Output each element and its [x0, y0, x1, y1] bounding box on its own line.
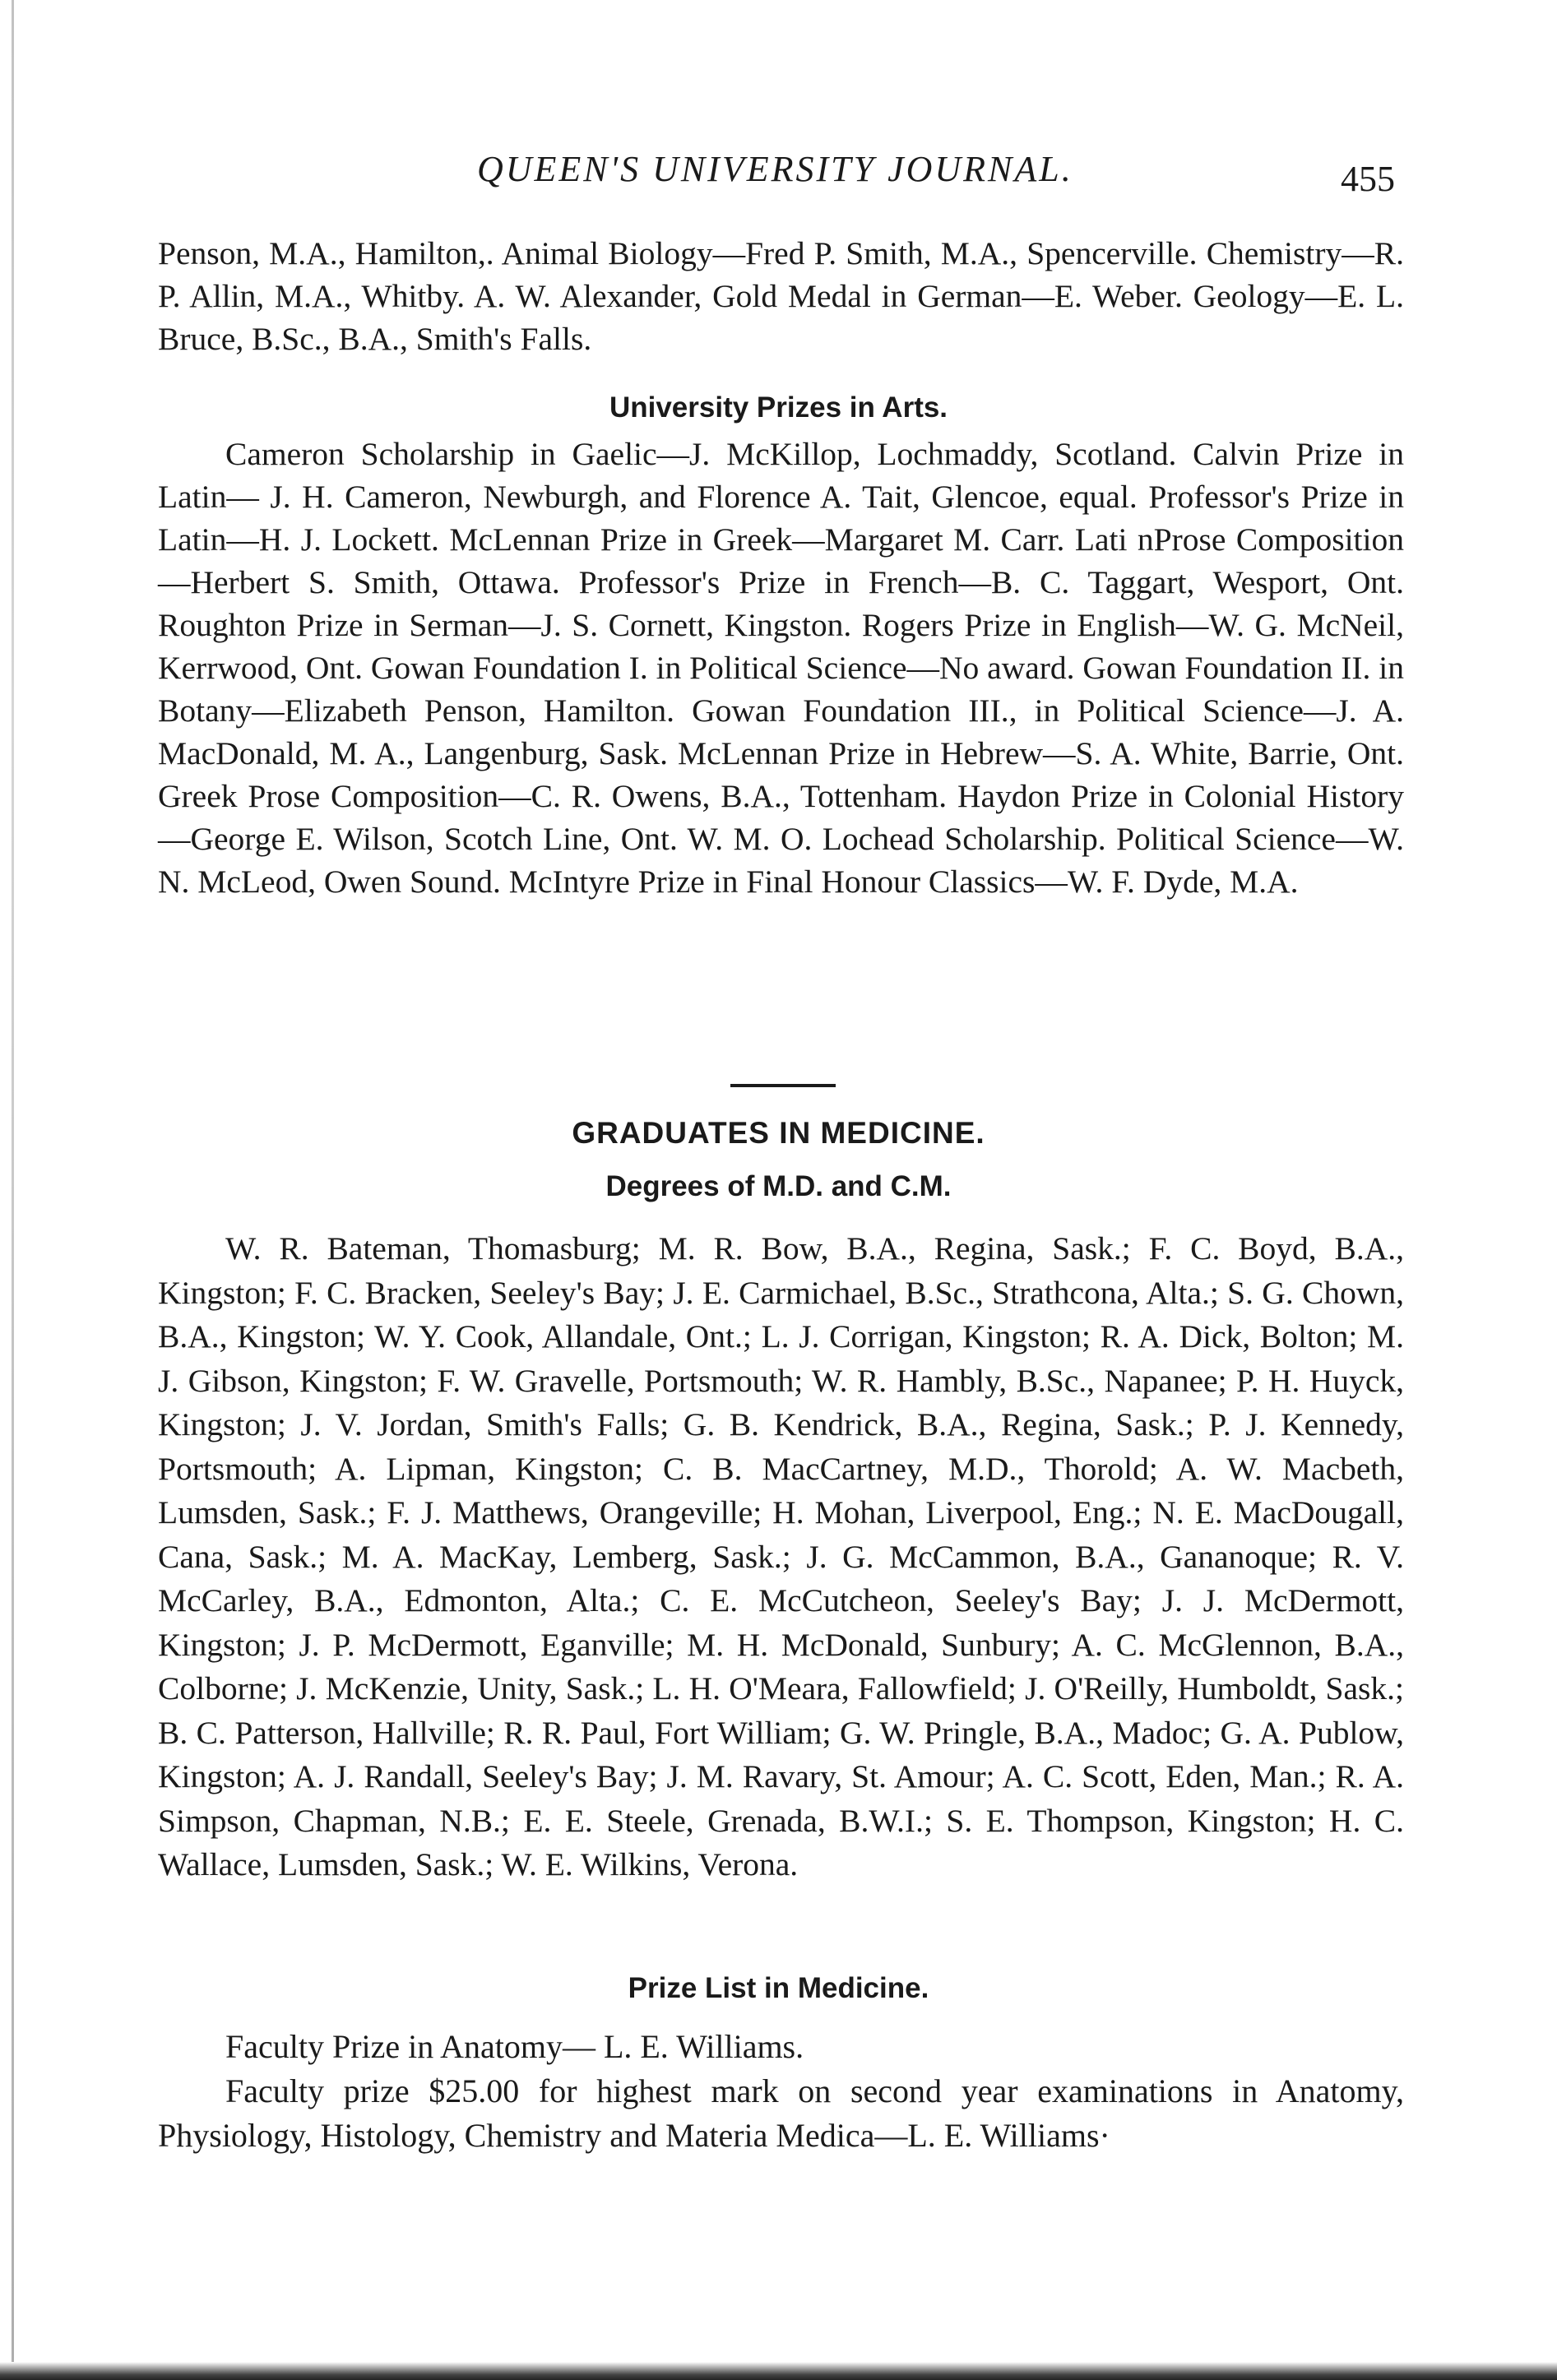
medicine-graduates-block	[158, 1227, 1404, 1887]
prize-item: Faculty prize $25.00 for highest mark on second year examinations in Anatomy, Physiology, Histology, Chemistry and Materia Medica—L. E. Williams·	[158, 2072, 1404, 2154]
intro-paragraph: Penson, M.A., Hamilton,. Animal Biology—Fred P. Smith, M.A., Spencerville. Chemistry—R. P. Allin, M.A., Whitby. A. W. Alexander, Gold Medal in German—E. Weber. Geology—E. L. Bruce, B.Sc., B.A., Smith's Falls.	[158, 235, 1404, 357]
medicine-prize-heading: Prize List in Medicine.	[628, 1972, 929, 2004]
section-divider-rule	[730, 1084, 836, 1087]
running-title: QUEEN'S UNIVERSITY JOURNAL.	[477, 149, 1073, 189]
degrees-subheading: Degrees of M.D. and C.M.	[605, 1170, 952, 1202]
medicine-graduates-heading: GRADUATES IN MEDICINE.	[572, 1116, 985, 1150]
intro-paragraph-block	[158, 232, 1404, 360]
medicine-graduates-paragraph: W. R. Bateman, Thomasburg; M. R. Bow, B.A., Regina, Sask.; F. C. Boyd, B.A., Kingston; F. C. Bracken, Seeley's Bay; J. E. Carmichael, B.Sc., Strathcona, Alta.; S. G. Chown, B.A., Kingston; W. Y. Cook, Allandale, Ont.; L. J. Corrigan, Kingston; R. A. Dick, Bolton; M. J. Gibson, Kingston; F. W. Gravelle, Portsmouth; W. R. Hambly, B.Sc., Napanee; P. H. Huyck, Kingston; J. V. Jordan, Smith's Falls; G. B. Kendrick, B.A., Regina, Sask.; P. J. Kennedy, Portsmouth; A. Lipman, Kingston; C. B. MacCartney, M.D., Thorold; A. W. Macbeth, Lumsden, Sask.; F. J. Matthews, Orangeville; H. Mohan, Liverpool, Eng.; N. E. MacDougall, Cana, Sask.; M. A. MacKay, Lemberg, Sask.; J. G. McCammon, B.A., Gananoque; R. V. McCarley, B.A., Edmonton, Alta.; C. E. McCutcheon, Seeley's Bay; J. J. McDermott, Kingston; J. P. McDermott, Eganville; M. H. McDonald, Sunbury; A. C. McGlennon, B.A., Colborne; J. McKenzie, Unity, Sask.; L. H. O'Meara, Fallowfield; J. O'Reilly, Humboldt, Sask.; B. C. Patterson, Hallville; R. R. Paul, Fort William; G. W. Pringle, B.A., Madoc; G. A. Publow, Kingston; A. J. Randall, Seeley's Bay; J. M. Ravary, St. Amour; A. C. Scott, Eden, Man.; R. A. Simpson, Chapman, N.B.; E. E. Steele, Grenada, B.W.I.; S. E. Thompson, Kingston; H. C. Wallace, Lumsden, Sask.; W. E. Wilkins, Verona.	[158, 1230, 1404, 1882]
arts-prizes-block	[158, 433, 1404, 903]
page-number: 455	[1341, 159, 1395, 199]
prize-item: Faculty Prize in Anatomy— L. E. Williams.	[225, 2028, 804, 2065]
medicine-prize-list	[158, 2025, 1404, 2158]
arts-prizes-paragraph: Cameron Scholarship in Gaelic—J. McKillop, Lochmaddy, Scotland. Calvin Prize in Latin— J. H. Cameron, Newburgh, and Florence A. Tait, Glencoe, equal. Professor's Prize in Latin—H. J. Lockett. McLennan Prize in Greek—Margaret M. Carr. Lati nProse Composition—Herbert S. Smith, Ottawa. Professor's Prize in French—B. C. Taggart, Wesport, Ont. Roughton Prize in Serman—J. S. Cornett, Kingston. Rogers Prize in English—W. G. McNeil, Kerrwood, Ont. Gowan Foundation I. in Political Science—No award. Gowan Foundation II. in Botany—Elizabeth Penson, Hamilton. Gowan Foundation III., in Political Science—J. A. MacDonald, M. A., Langenburg, Sask. McLennan Prize in Hebrew—S. A. White, Barrie, Ont. Greek Prose Composition—C. R. Owens, B.A., Tottenham. Haydon Prize in Colonial History—George E. Wilson, Scotch Line, Ont. W. M. O. Lochead Scholarship. Political Science—W. N. McLeod, Owen Sound. McIntyre Prize in Final Honour Classics—W. F. Dyde, M.A.	[158, 436, 1404, 900]
page-bottom-edge	[0, 2362, 1557, 2380]
page-header	[0, 148, 1557, 197]
arts-prizes-heading: University Prizes in Arts.	[609, 391, 948, 424]
